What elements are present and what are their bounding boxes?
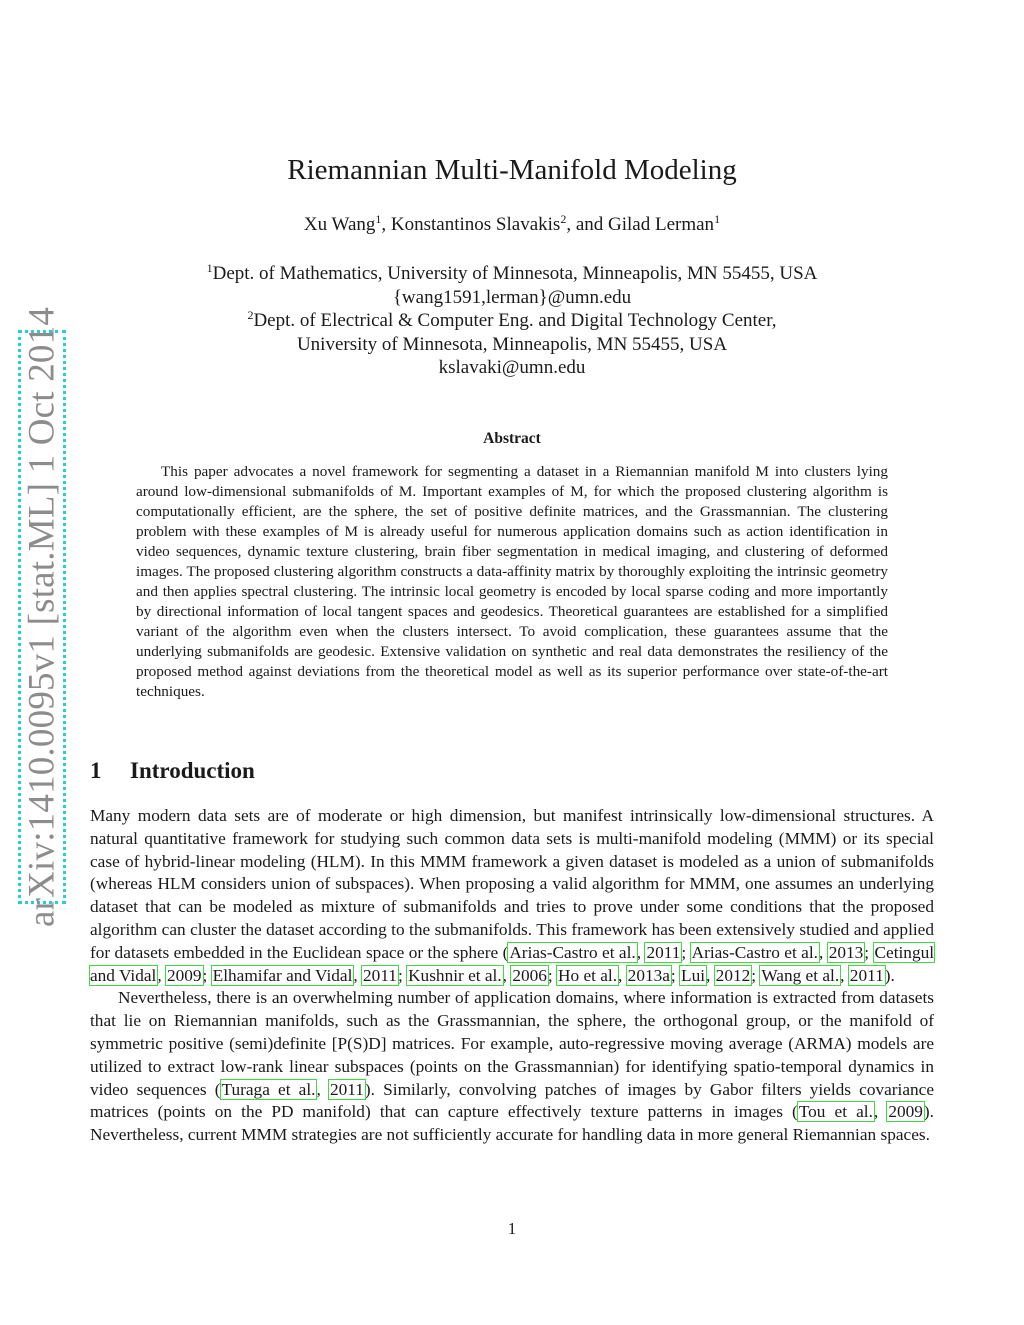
author-affiliation-mark: 2 — [560, 212, 567, 226]
affiliation-text: Dept. of Mathematics, University of Minnesota, Minneapolis, MN 55455, USA — [212, 263, 818, 284]
citation-year-link[interactable]: 2013 — [828, 942, 864, 962]
section-heading — [90, 758, 255, 784]
citation-link[interactable]: Arias-Castro et al. — [509, 942, 636, 962]
affiliation-text: Dept. of Electrical & Computer Eng. and Digital Technology Center, — [253, 310, 777, 331]
author-separator: , and — [566, 214, 609, 235]
citation-year-link[interactable]: 2006 — [512, 965, 547, 985]
citation-link[interactable]: Turaga et al. — [221, 1079, 316, 1099]
author-affiliation-mark: 1 — [714, 212, 721, 226]
author-name: Konstantinos Slavakis — [390, 214, 561, 235]
paragraph: Many modern data sets are of moderate or high dimension, but manifest intrinsically low-dimensional structures. A natural quantitative framework for studying such common data sets is multi-manifold modeling (MMM) or its special case of hybrid-linear modeling (HLM). In this MMM framework a given dataset is modeled as a union of submanifolds (whereas HLM considers union of subspaces). When proposing a valid algorithm for MMM, one assumes an underlying dataset that can be modeled as mixture of submanifolds and tries to prove under some conditions that the proposed algorithm can cluster the dataset according to the submanifolds. This framework has been extensively studied and applied for datasets embedded in the Euclidean space or the sphere (Arias-Castro et al., 2011; Arias-Castro et al., 2013; Cetingul and Vidal, 2009; Elhamifar and Vidal, 2011; Kushnir et al., 2006; Ho et al., 2013a; Lui, 2012; Wang et al., 2011). — [90, 806, 935, 985]
affiliations — [0, 262, 1024, 380]
citation-link[interactable]: Cetingul and Vidal — [90, 942, 935, 985]
arxiv-stamp-text: arXiv:1410.0095v1 [stat.ML] 1 Oct 2014 — [21, 306, 63, 928]
paragraph-text: Many modern data sets are of moderate or high dimension, but manifest intrinsically low-dimensional structures. A natural quantitative framework for studying such common data sets is multi-manifold modeling (MMM) or its special case of hybrid-linear modeling (HLM). In this MMM framework a given dataset is modeled as a union of submanifolds (whereas HLM considers union of subspaces). When proposing a valid algorithm for MMM, one assumes an underlying dataset that can be modeled as mixture of submanifolds and tries to prove under some conditions that the proposed algorithm can cluster the dataset according to the submanifolds. This framework has been extensively studied and applied for datasets embedded in the Euclidean space or the sphere ( — [90, 806, 934, 962]
citation-year-link[interactable]: 2009 — [888, 1102, 923, 1122]
citation-link[interactable]: Elhamifar and Vidal — [212, 965, 353, 985]
paragraph-text: Nevertheless, there is an overwhelming number of application domains, where information is extracted from datasets that lie on Riemannian manifolds, such as the Grassmannian, the sphere, the orthogonal group, or the manifold of symmetric positive (semi)definite [P(S)D] matrices. For example, auto-regressive moving average (ARMA) models are utilized to extract low-rank linear subspaces (points on the Grassmannian) for identifying spatio-temporal dynamics in video sequences ( — [90, 988, 934, 1099]
citation-year-link[interactable]: 2011 — [363, 965, 397, 985]
citation-year-link[interactable]: 2013a — [627, 965, 670, 985]
author-separator: , — [381, 214, 391, 235]
citation-link[interactable]: Lui — [681, 965, 706, 985]
section-title: Introduction — [130, 758, 255, 783]
section-number: 1 — [90, 758, 102, 783]
affiliation-2-line2: University of Minnesota, Minneapolis, MN 55455, USA — [296, 333, 728, 355]
paragraph-text: ). — [884, 965, 895, 985]
author-affiliation-mark: 1 — [375, 212, 382, 226]
affiliation-mark: 1 — [206, 261, 213, 275]
citation-link[interactable]: Ho et al. — [558, 965, 618, 985]
citation-year-link[interactable]: 2009 — [166, 965, 202, 985]
affiliation-1 — [0, 262, 1024, 286]
affiliation-1-email: {wang1591,lerman}@umn.edu — [392, 286, 632, 308]
affiliation-2 — [0, 309, 1024, 333]
introduction-body — [90, 805, 934, 1147]
affiliation-2-email: kslavaki@umn.edu — [438, 357, 586, 378]
citation-year-link[interactable]: 2011 — [849, 965, 884, 985]
arxiv-stamp[interactable] — [18, 306, 66, 928]
citation-year-link[interactable]: 2012 — [715, 965, 751, 985]
page-number: 1 — [507, 1219, 517, 1238]
citation-link[interactable]: Tou et al. — [798, 1102, 873, 1122]
citation-link[interactable]: Arias-Castro et al. — [691, 942, 818, 962]
paragraph: Nevertheless, there is an overwhelming number of application domains, where information is extracted from datasets that lie on Riemannian manifolds, such as the Grassmannian, the sphere, the orthogonal group, or the manifold of symmetric positive (semi)definite [P(S)D] matrices. For example, auto-regressive moving average (ARMA) models are utilized to extract low-rank linear subspaces (points on the Grassmannian) for identifying spatio-temporal dynamics in video sequences (Turaga et al., 2011). Similarly, convolving patches of images by Gabor filters yields covariance matrices (points on the PD manifold) that can capture effectively texture patterns in images (Tou et al., 2009). Nevertheless, current MMM strategies are not sufficiently accurate for handling data in more general Riemannian spaces. — [90, 988, 935, 1145]
citation-year-link[interactable]: 2011 — [329, 1079, 364, 1099]
abstract-heading: Abstract — [483, 430, 541, 447]
paragraph-text: ). Similarly, convolving patches of images by Gabor filters yields covariance matrices (points on the PD manifold) that can capture effectively texture patterns in images ( — [90, 1079, 935, 1122]
citation-link[interactable]: Wang et al. — [761, 965, 840, 985]
citation-year-link[interactable]: 2011 — [646, 942, 681, 962]
abstract-text: This paper advocates a novel framework for segmenting a dataset in a Riemannian manifold M into clusters lying around low-dimensional submanifolds of M. Important examples of M, for which the proposed clustering algorithm is computationally efficient, are the sphere, the set of positive definite matrices, and the Grassmannian. The clustering problem with these examples of M is already useful for numerous application domains such as action identification in video sequences, dynamic texture clustering, brain fiber segmentation in medical imaging, and clustering of deformed images. The proposed clustering algorithm constructs a data-affinity matrix by thoroughly exploiting the intrinsic geometry and then applies spectral clustering. The intrinsic local geometry is encoded by local sparse coding and more importantly by directional information of local tangent spaces and geodesics. Theoretical guarantees are established for a simplified variant of the algorithm even when the clusters intersect. To avoid complication, these guarantees assume that the underlying submanifolds are geodesic. Extensive validation on synthetic and real data demonstrates the resiliency of the proposed method against deviations from the theoretical model as well as its superior performance over state-of-the-art techniques. — [136, 463, 888, 700]
paper-title: Riemannian Multi-Manifold Modeling — [287, 154, 737, 186]
affiliation-mark: 2 — [247, 308, 254, 322]
author-name: Xu Wang — [303, 214, 376, 235]
citation-link[interactable]: Kushnir et al. — [408, 965, 502, 985]
author-list — [0, 214, 1024, 236]
author-name: Gilad Lerman — [608, 214, 715, 235]
paragraph-text: ). Nevertheless, current MMM strategies are not sufficiently accurate for handling data in more general Riemannian spaces. — [90, 1102, 934, 1145]
